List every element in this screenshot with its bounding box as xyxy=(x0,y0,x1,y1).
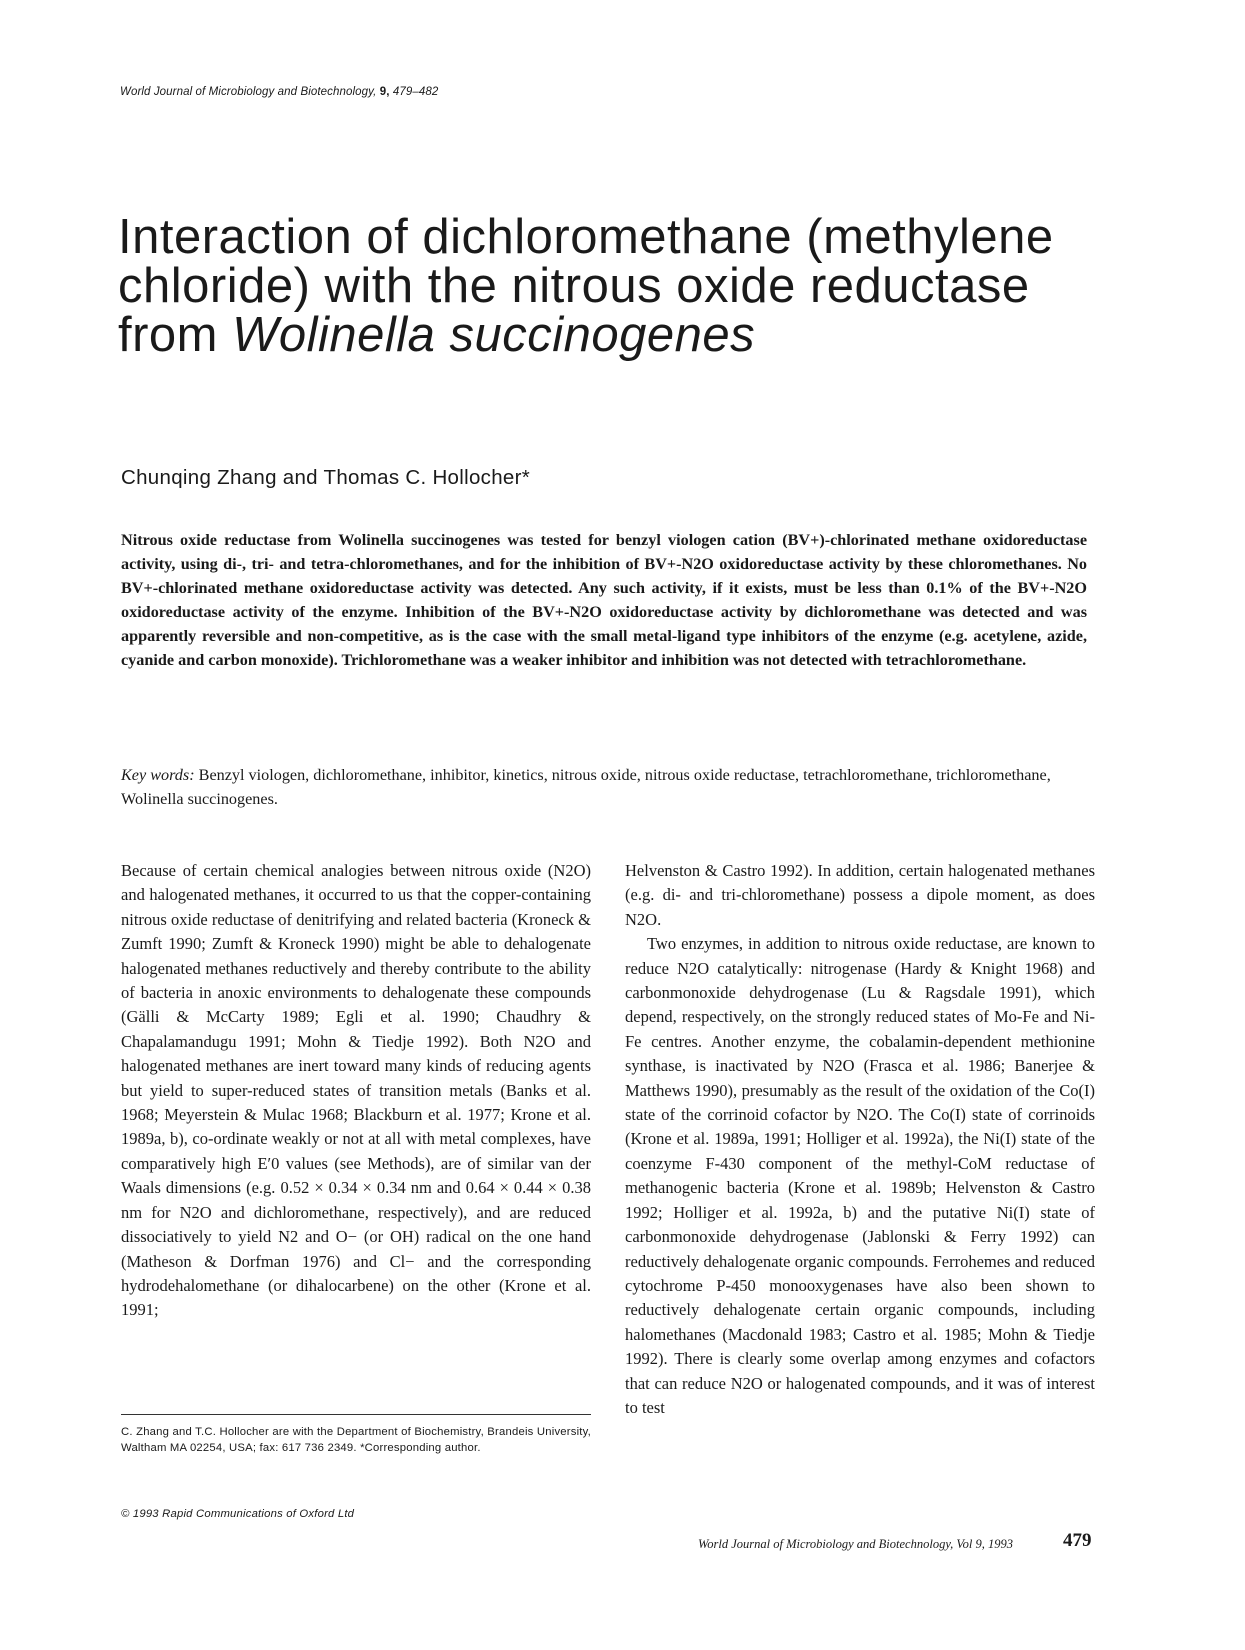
footnote-divider xyxy=(121,1414,591,1415)
footer-journal: World Journal of Microbiology and Biotechnology, Vol 9, 1993 xyxy=(698,1537,1014,1551)
keywords xyxy=(121,763,1087,811)
body-paragraph: Two enzymes, in addition to nitrous oxide reductase, are known to reduce N2O catalytically: nitrogenase (Hardy & Knight 1968) and carbonmonoxide dehydrogenase (Lu & Ragsdale 1991), which depend, respectively, on the strongly reduced states of Mo-Fe and Ni-Fe centres. Another enzyme, the cobalamin-dependent methionine synthase, is inactivated by N2O (Frasca et al. 1986; Banerjee & Matthews 1990), presumably as the result of the oxidation of the Co(I) state of the corrinoid cofactor by N2O. The Co(I) state of corrinoids (Krone et al. 1989a, 1991; Holliger et al. 1992a), the Ni(I) state of the coenzyme F-430 component of the methyl-CoM reductase of methanogenic bacteria (Krone et al. 1989b; Helvenston & Castro 1992; Holliger et al. 1992a, b) and the putative Ni(I) state of carbonmonoxide dehydrogenase (Jablonski & Ferry 1992) can reductively dehalogenate organic compounds. Ferrohemes and reduced cytochrome P-450 monooxygenases have also been shown to reductively dehalogenate certain organic compounds, including halomethanes (Macdonald 1983; Castro et al. 1985; Mohn & Tiedje 1992). There is clearly some overlap among enzymes and cofactors that can reduce N2O or halogenated compounds, and it was of interest to test xyxy=(625,934,1095,1417)
affiliation-footnote: C. Zhang and T.C. Hollocher are with the Department of Biochemistry, Brandeis University, Waltham MA 02254, USA; fax: 617 736 2349. *Corresponding author. xyxy=(121,1426,591,1454)
body-column-left xyxy=(121,859,591,1323)
title-line-3-italic: Wolinella succinogenes xyxy=(232,308,756,362)
authors: Chunqing Zhang and Thomas C. Hollocher* xyxy=(121,466,531,489)
copyright-notice: © 1993 Rapid Communications of Oxford Ltd xyxy=(121,1508,355,1520)
body-paragraph: Because of certain chemical analogies between nitrous oxide (N2O) and halogenated methanes, it occurred to us that the copper-containing nitrous oxide reductase of denitrifying and related bacteria (Kroneck & Zumft 1990; Zumft & Kroneck 1990) might be able to dehalogenate halogenated methanes reductively and thereby contribute to the ability of bacteria in anoxic environments to dehalogenate these compounds (Gälli & McCarty 1989; Egli et al. 1990; Chaudhry & Chapalamandugu 1991; Mohn & Tiedje 1992). Both N2O and halogenated methanes are inert toward many kinds of reducing agents but yield to super-reduced states of transition metals (Banks et al. 1968; Meyerstein & Mulac 1968; Blackburn et al. 1977; Krone et al. 1989a, b), co-ordinate weakly or not at all with metal complexes, have comparatively high E′0 values (see Methods), are of similar van der Waals dimensions (e.g. 0.52 × 0.34 × 0.34 nm and 0.64 × 0.44 × 0.38 nm for N2O and dichloromethane, respectively), and are reduced dissociatively to yield N2 and O− (or OH) radical on the one hand (Matheson & Dorfman 1976) and Cl− and the corresponding hydrodehalomethane (or dihalocarbene) on the other (Krone et al. 1991; xyxy=(121,861,591,1320)
keywords-text: Benzyl viologen, dichloromethane, inhibitor, kinetics, nitrous oxide, nitrous oxide reductase, tetrachloromethane, trichloromethane, Wolinella succinogenes. xyxy=(121,766,1051,808)
abstract: Nitrous oxide reductase from Wolinella succinogenes was tested for benzyl viologen cation (BV+)-chlorinated methane oxidoreductase activity, using di-, tri- and tetra-chloromethanes, and for the inhibition of BV+-N2O oxidoreductase activity by these chloromethanes. No BV+-chlorinated methane oxidoreductase activity was detected. Any such activity, if it exists, must be less than 0.1% of the BV+-N2O oxidoreductase activity of the enzyme. Inhibition of the BV+-N2O oxidoreductase activity by dichloromethane was detected and was apparently reversible and non-competitive, as is the case with the small metal-ligand type inhibitors of the enzyme (e.g. acetylene, azide, cyanide and carbon monoxide). Trichloromethane was a weaker inhibitor and inhibition was not detected with tetrachloromethane. xyxy=(121,531,1087,669)
journal-volume: 9, xyxy=(379,86,390,98)
journal-header xyxy=(120,86,438,98)
journal-pages: 479–482 xyxy=(392,86,439,98)
title-line-3-plain: from xyxy=(118,308,218,362)
journal-name: World Journal of Microbiology and Biotechnology, xyxy=(120,86,377,98)
title-line-2: chloride) with the nitrous oxide reductase xyxy=(118,259,1030,313)
article-title xyxy=(118,210,1118,362)
title-line-1: Interaction of dichloromethane (methylene xyxy=(118,210,1054,264)
keywords-label: Key words: xyxy=(121,766,195,784)
body-column-right xyxy=(625,859,1095,1420)
body-paragraph: Helvenston & Castro 1992). In addition, certain halogenated methanes (e.g. di- and tri-chloromethane) possess a dipole moment, as does N2O. xyxy=(625,861,1095,929)
page-number: 479 xyxy=(1063,1530,1092,1551)
